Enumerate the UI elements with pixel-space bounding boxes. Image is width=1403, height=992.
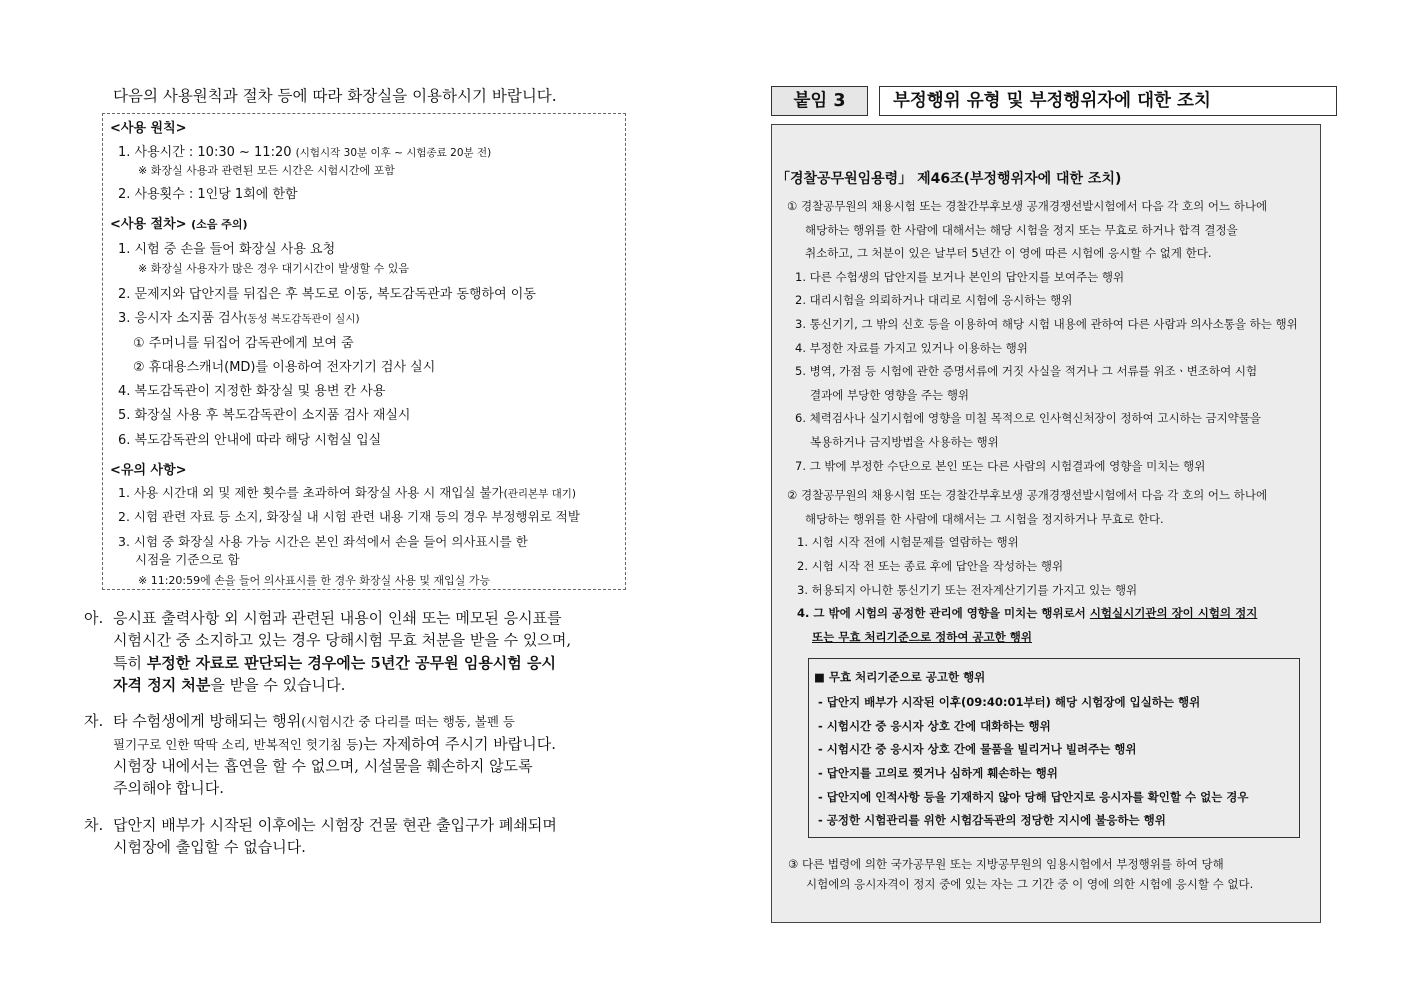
invalid-act-5: - 답안지에 인적사항 등을 기재하지 않아 당해 답안지로 응시자를 확인할 수 없는 경우: [818, 790, 1249, 804]
clause-2-line-2: 해당하는 행위를 한 사람에 대해서는 그 시험을 정지하거나 무효로 한다.: [805, 512, 1164, 526]
toilet-rules-box: [102, 113, 626, 590]
item-b-line-4: 주의해야 합니다.: [113, 779, 224, 797]
item-a-line-4: 자격 정지 처분을 받을 수 있습니다.: [113, 676, 346, 694]
invalid-act-4: - 답안지를 고의로 찢거나 심하게 훼손하는 행위: [818, 766, 1058, 780]
law-title: 「경찰공무원임용령」 제46조(부정행위자에 대한 조치): [776, 171, 1122, 187]
item-c-line-2: 시험장에 출입할 수 없습니다.: [113, 838, 306, 856]
rules-heading: <사용 원칙>: [110, 121, 187, 136]
item-a-line-3: 특히 부정한 자료로 판단되는 경우에는 5년간 공무원 임용시험 응시: [113, 654, 556, 672]
procedure-1: 1. 시험 중 손을 들어 화장실 사용 요청: [118, 242, 336, 257]
clause-1-item-4: 4. 부정한 자료를 가지고 있거나 이용하는 행위: [795, 341, 1028, 355]
rule-1: 1. 사용시간 : 10:30 ~ 11:20 (시험시작 30분 이후 ~ 시험종료 20분 전): [118, 145, 492, 160]
rule-2: 2. 사용횟수 : 1인당 1회에 한함: [118, 187, 298, 202]
procedure-1-note: ※ 화장실 사용자가 많은 경우 대기시간이 발생할 수 있음: [138, 262, 409, 275]
clause-1-item-2: 2. 대리시험을 의뢰하거나 대리로 시험에 응시하는 행위: [795, 293, 1073, 307]
note-3-line-2: 시점을 기준으로 함: [135, 552, 240, 567]
procedure-3: 3. 응시자 소지품 검사(동성 복도감독관이 실시): [118, 311, 360, 326]
item-b-line-1: 타 수험생에게 방해되는 행위(시험시간 중 다리를 떠는 행동, 볼펜 등: [113, 712, 516, 730]
item-b-line-3: 시험장 내에서는 흡연을 할 수 없으며, 시설물을 훼손하지 않도록: [113, 757, 533, 775]
item-c-marker: 차.: [84, 816, 104, 834]
note-3-line-1: 3. 시험 중 화장실 사용 가능 시간은 본인 좌석에서 손을 들어 의사표시를 한: [118, 534, 528, 549]
clause-1-line-1: ① 경찰공무원의 채용시험 또는 경찰간부후보생 공개경쟁선발시험에서 다음 각 호의 어느 하나에: [787, 199, 1268, 213]
clause-2-line-1: ② 경찰공무원의 채용시험 또는 경찰간부후보생 공개경쟁선발시험에서 다음 각 호의 어느 하나에: [787, 488, 1268, 502]
clause-1-item-3: 3. 통신기기, 그 밖의 신호 등을 이용하여 해당 시험 내용에 관하여 다른 사람과 의사소통을 하는 행위: [795, 317, 1298, 331]
procedure-6: 6. 복도감독관의 안내에 따라 해당 시험실 입실: [118, 433, 382, 448]
invalid-act-1: - 답안지 배부가 시작된 이후(09:40:01부터) 해당 시험장에 입실하는 행위: [818, 695, 1201, 709]
item-a-marker: 아.: [84, 609, 104, 627]
note-2: 2. 시험 관련 자료 등 소지, 화장실 내 시험 관련 내용 기재 등의 경우 부정행위로 적발: [118, 509, 580, 524]
note-1: 1. 사용 시간대 외 및 제한 횟수를 초과하여 화장실 사용 시 재입실 불가(관리본부 대기): [118, 485, 577, 500]
item-c: [84, 814, 644, 860]
notes-heading: <유의 사항>: [110, 463, 187, 478]
invalid-act-2: - 시험시간 중 응시자 상호 간에 대화하는 행위: [818, 719, 1051, 733]
clause-2-item-2: 2. 시험 시작 전 또는 종료 후에 답안을 작성하는 행위: [797, 559, 1064, 573]
invalid-act-3: - 시험시간 중 응시자 상호 간에 물품을 빌리거나 빌려주는 행위: [818, 742, 1137, 756]
procedure-heading: <사용 절차> (소음 주의): [110, 217, 248, 232]
clause-2-item-4: 4. 그 밖에 시험의 공정한 관리에 영향을 미치는 행위로서 시험실시기관의 장이 시험의 정지: [797, 606, 1258, 620]
clause-1-item-6-cont: 복용하거나 금지방법을 사용하는 행위: [810, 435, 999, 449]
clause-3-line-1: ③ 다른 법령에 의한 국가공무원 또는 지방공무원의 임용시험에서 부정행위를 하여 당해: [788, 857, 1224, 871]
clause-2-item-1: 1. 시험 시작 전에 시험문제를 열람하는 행위: [797, 535, 1019, 549]
clause-1-item-5-cont: 결과에 부당한 영향을 주는 행위: [810, 388, 970, 402]
clause-1-item-7: 7. 그 밖에 부정한 수단으로 본인 또는 다른 사람의 시험결과에 영향을 미치는 행위: [795, 459, 1206, 473]
procedure-2: 2. 문제지와 답안지를 뒤집은 후 복도로 이동, 복도감독관과 동행하여 이동: [118, 287, 536, 302]
attachment-title: 부정행위 유형 및 부정행위자에 대한 조치: [879, 86, 1337, 116]
invalid-acts-title: ■ 무효 처리기준으로 공고한 행위: [814, 670, 986, 684]
rule-1-note: ※ 화장실 사용과 관련된 모든 시간은 시험시간에 포함: [138, 164, 395, 177]
note-3-note: ※ 11:20:59에 손을 들어 의사표시를 한 경우 화장실 사용 및 재입실 가능: [138, 574, 491, 587]
clause-1-item-1: 1. 다른 수험생의 답안지를 보거나 본인의 답안지를 보여주는 행위: [795, 270, 1125, 284]
clause-1-line-2: 해당하는 행위를 한 사람에 대해서는 해당 시험을 정지 또는 무효로 하거나 합격 결정을: [805, 223, 1238, 237]
clause-1-line-3: 취소하고, 그 처분이 있은 날부터 5년간 이 영에 따른 시험에 응시할 수 없게 한다.: [805, 246, 1212, 260]
procedure-3-1: ① 주머니를 뒤집어 감독관에게 보여 줌: [133, 336, 354, 351]
procedure-4: 4. 복도감독관이 지정한 화장실 및 용변 칸 사용: [118, 384, 386, 399]
item-b-line-2: 필기구로 인한 딱딱 소리, 반복적인 헛기침 등)는 자제하여 주시기 바랍니다.: [113, 735, 557, 753]
clause-2-item-4-cont: 또는 무효 처리기준으로 정하여 공고한 행위: [812, 630, 1032, 644]
invalid-act-6: - 공정한 시험관리를 위한 시험감독관의 정당한 지시에 불응하는 행위: [818, 813, 1166, 827]
item-a-line-2: 시험시간 중 소지하고 있는 경우 당해시험 무효 처분을 받을 수 있으며,: [113, 631, 572, 649]
item-b-marker: 자.: [84, 712, 104, 730]
clause-3-line-2: 시험에의 응시자격이 정지 중에 있는 자는 그 기간 중 이 영에 의한 시험에 응시할 수 없다.: [806, 877, 1254, 891]
clause-1-item-6: 6. 체력검사나 실기시험에 영향을 미칠 목적으로 인사혁신처장이 정하여 고시하는 금지약물을: [795, 411, 1262, 425]
clause-2-item-3: 3. 허용되지 아니한 통신기기 또는 전자계산기기를 가지고 있는 행위: [797, 583, 1138, 597]
intro-text: 다음의 사용원칙과 절차 등에 따라 화장실을 이용하시기 바랍니다.: [113, 87, 557, 105]
procedure-5: 5. 화장실 사용 후 복도감독관이 소지품 검사 재실시: [118, 408, 411, 423]
clause-1-item-5: 5. 병역, 가점 등 시험에 관한 증명서류에 거짓 사실을 적거나 그 서류를 위조ㆍ변조하여 시험: [795, 364, 1258, 378]
item-a-line-1: 응시표 출력사항 외 시험과 관련된 내용이 인쇄 또는 메모된 응시표를: [113, 609, 562, 627]
item-c-line-1: 답안지 배부가 시작된 이후에는 시험장 건물 현관 출입구가 폐쇄되며: [113, 816, 557, 834]
attachment-label: 붙임 3: [771, 86, 868, 116]
item-a: [84, 607, 644, 699]
procedure-3-2: ② 휴대용스캐너(MD)를 이용하여 전자기기 검사 실시: [133, 360, 436, 375]
item-b: [84, 710, 644, 802]
